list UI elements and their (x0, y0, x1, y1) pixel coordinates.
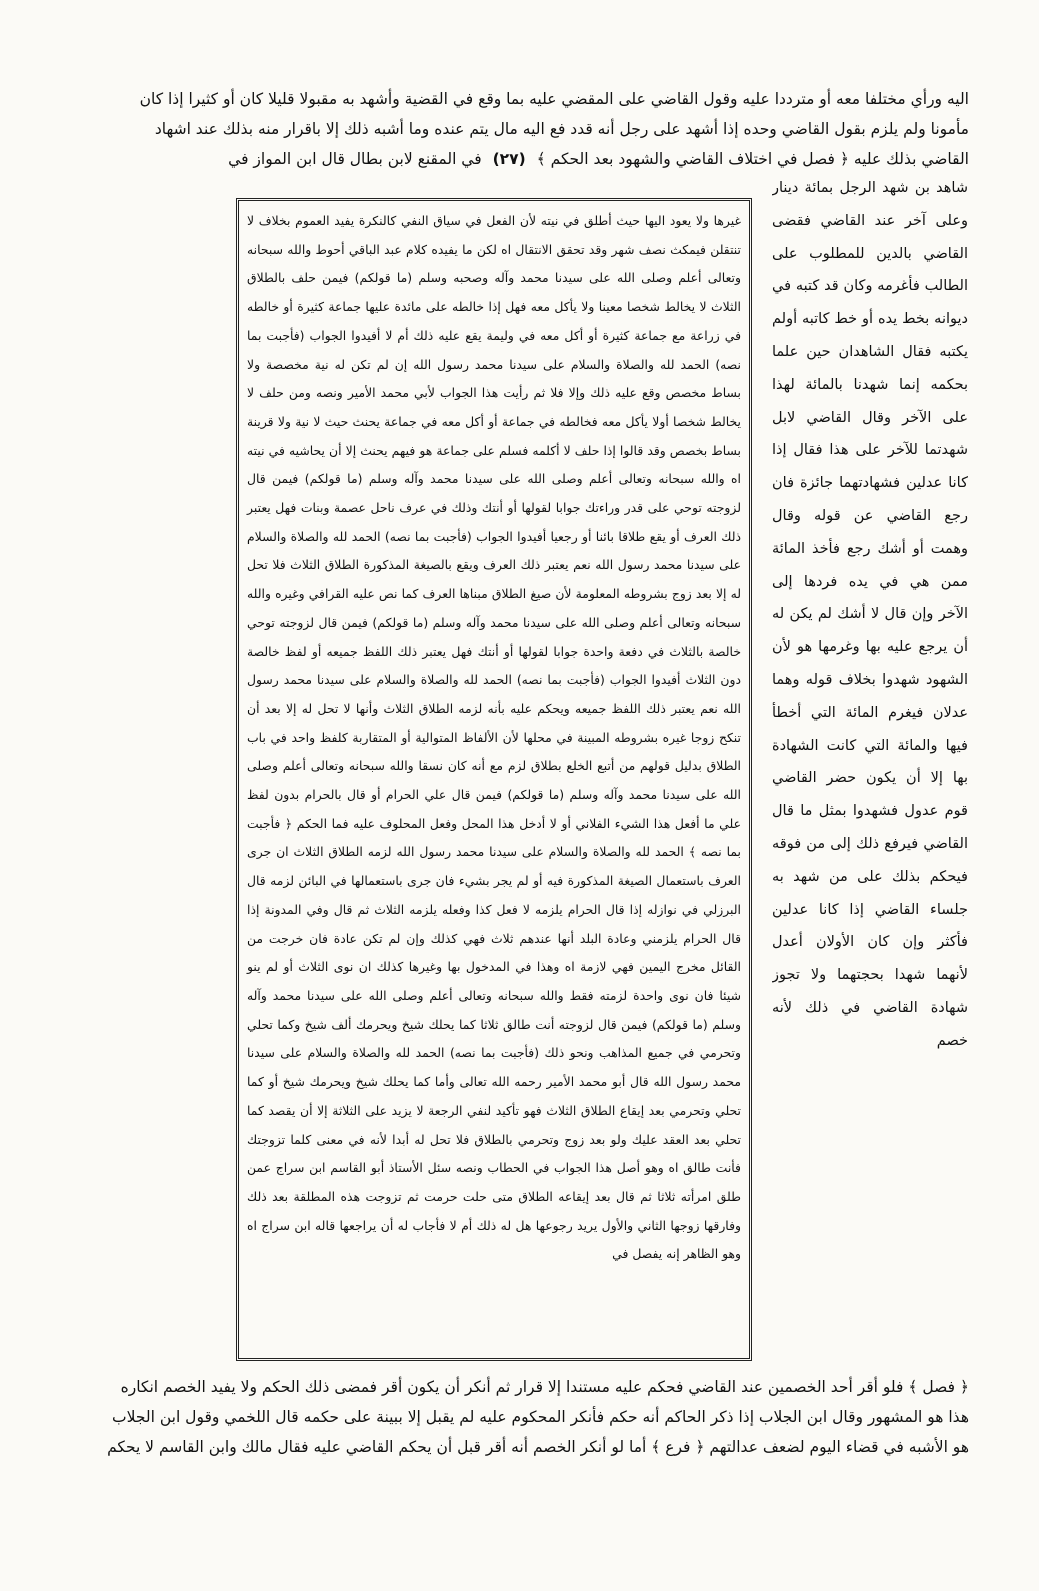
header-line-3-end: في المقنع لابن بطال قال ابن المواز في (228, 150, 482, 168)
header-line-3 (34, 144, 969, 174)
footer-line-3: هو الأشبه في قضاء اليوم لضعف عدالتهم ﴿ فرع ﴾ أما لو أنكر الخصم أنه أقر قبل أن يحكم القاضي عليه فقال مالك وابن القاسم لا يحكم (107, 1438, 969, 1456)
section-title: ﴿ فصل في اختلاف القاضي والشهود بعد الحكم ﴾ (536, 150, 849, 168)
header-text (34, 84, 969, 174)
framed-text-box: غيرها ولا يعود اليها حيث أطلق في نيته لأن الفعل في سياق النفي كالنكرة يفيد العموم بخلاف لا تنتقلن فيمكث نصف شهر وقد تحقق الانتقال اه لكن ما يفيده كلام عبد الباقي أحوط والله سبحانه وتعالى أعلم وصلى الله على سيدنا محمد وآله وصحبه وسلم (ما قولكم) فيمن حلف بالطلاق الثلاث لا يخالط شخصا معينا ولا يأكل معه فهل إذا خالطه على مائدة عليها جماعة كثيرة أو خالطه في زراعة مع جماعة كثيرة أو أكل معه في وليمة يقع عليه ذلك أم لا أفيدوا الجواب (فأجبت بما نصه) الحمد لله والصلاة والسلام على سيدنا محمد رسول الله إن لم تكن له نية مخصصة ولا بساط مخصص وقع عليه ذلك وإلا فلا ثم رأيت هذا الجواب لأبي محمد الأمير ونصه ومن حلف لا يخالط شخصا أولا يأكل معه فخالطه في جماعة أو أكل معه في جماعة يحنث حيث لا نية ولا قرينة بساط بخصص وقد قالوا إذا حلف لا أكلمه فسلم على جماعة هو فيهم يحنث إلا أن يحاشيه في نيته اه والله سبحانه وتعالى أعلم وصلى الله على سيدنا محمد وآله وسلم (ما قولكم) فيمن قال لزوجته توحي على قدر وراءتك جوابا لقولها أو أنتك وذلك في عرف ناحل عصمة وبنات فهل يعتبر ذلك العرف أو يقع طلاقا بائنا أو رجعيا أفيدوا الجواب (فأجبت بما نصه) الحمد لله والصلاة والسلام على سيدنا محمد رسول الله نعم يعتبر ذلك العرف ويقع بالصيغة المذكورة الطلاق الثلاث فلا تحل له إلا بعد زوج بشروطه المعلومة لأن صيغ الطلاق مبناها العرف كما نص عليه القرافي وغيره والله سبحانه وتعالى أعلم وصلى الله على سيدنا محمد وآله وسلم (ما قولكم) فيمن قال لزوجته توحي خالصة بالثلاث في دفعة واحدة جوابا لقولها أو أنتك فهل يعتبر ذلك اللفظ جميعه أو لفظ خالصة دون الثلاث أفيدوا الجواب (فأجبت بما نصه) الحمد لله والصلاة والسلام على سيدنا محمد رسول الله نعم يعتبر ذلك اللفظ جميعه ويحكم عليه بأنه لزمه الطلاق الثلاث وأنها لا تحل له إلا بعد أن تنكح زوجا غيره بشروطه المبينة في محلها لأن الألفاظ المتوالية أو المتقاربة كلفظ واحد في باب الطلاق بدليل قولهم من أتبع الخلع بطلاق لزم مع أنه كان نسقا والله سبحانه وتعالى أعلم وصلى الله على سيدنا محمد وآله وسلم (ما قولكم) فيمن قال علي الحرام أو قال بالحرام بدون لفظ علي ما أفعل هذا الشيء الفلاني أو لا أدخل هذا المحل وفعل المحلوف عليه فما الحكم ﴿ فأجبت بما نصه ﴾ الحمد لله والصلاة والسلام على سيدنا محمد رسول الله لزمه الطلاق الثلاث ان جرى العرف باستعمال الصيغة المذكورة فيه أو لم يجر بشيء فان جرى باستعمالها في البائن لزمه قال البرزلي في نوازله إذا قال الحرام يلزمه لا فعل كذا وفعله يلزمه الثلاث ثم قال وفي المدونة إذا قال الحرام يلزمني وعادة البلد أنها عندهم ثلاث فهي كذلك وإن لم تكن عادة فان خرجت من القائل مخرج اليمين فهي لازمة اه وهذا في المدخول بها وغيرها كذلك ان نوى الثلاث أو لم ينو شيئا فان نوى واحدة لزمته فقط والله سبحانه وتعالى أعلم وصلى الله على سيدنا محمد وآله وسلم (ما قولكم) فيمن قال لزوجته أنت طالق ثلاثا كما يحلك شيخ ويحرمك ألف شيخ وكما تحلي وتحرمي في جميع المذاهب ونحو ذلك (فأجبت بما نصه) الحمد لله والصلاة والسلام على سيدنا محمد رسول الله قال أبو محمد الأمير رحمه الله تعالى وأما كما يحلك شيخ ويحرمك شيخ أو كما تحلي وتحرمي بعد إيقاع الطلاق الثلاث فهو تأكيد لنفي الرجعة لا يزيد على الثلاثة إلا أن يقصد كما تحلي بعد العقد عليك ولو بعد زوج وتحرمي بالطلاق فلا تحل له أبدا لأنه في معنى كلما تزوجتك فأنت طالق اه وهو أصل هذا الجواب في الحطاب ونصه سئل الأستاذ أبو القاسم ابن سراج عمن طلق امرأته ثلاثا ثم قال بعد إيقاعه الطلاق متى حلت حرمت ثم تزوجت هذه المطلقة بعد ذلك وفارقها زوجها الثاني والأول يريد رجوعها هل له ذلك أم لا فأجاب له أن يراجعها قاله ابن سراج اه وهو الظاهر إنه يفصل في (236, 198, 752, 1361)
footer-line-1: ﴿ فصل ﴾ فلو أقر أحد الخصمين عند القاضي فحكم عليه مستندا إلا قرار ثم أنكر أن يكون أقر فمضى ذلك الحكم ولا يفيد الخصم انكاره (120, 1378, 969, 1396)
side-column: شاهد بن شهد الرجل بمائة دينار وعلى آخر عند القاضي فقضى القاضي بالدين للمطلوب على الطالب فأغرمه وكان قد كتبه في ديوانه بخط يده أو خط كاتبه أولم يكتبه فقال الشاهدان حين علما بحكمه إنما شهدنا بالمائة لهذا على الآخر وقال القاضي لابل شهدتما للآخر على هذا فقال إذا كانا عدلين فشهادتهما جائزة فان رجع القاضي عن قوله وقال وهمت أو أشك رجع فأخذ المائة ممن هي في يده فردها إلى الآخر وإن قال لا أشك لم يكن له أن يرجع عليه بها وغرمها هو لأن الشهود شهدوا بخلاف قوله وهما عدلان فيغرم المائة التي أخطأ فيها والمائة التي كانت الشهادة بها إلا أن يكون حضر القاضي قوم عدول فشهدوا بمثل ما قال القاضي فيرفع ذلك إلى من فوقه فيحكم بذلك على من شهد به جلساء القاضي إذا كانا عدلين فأكثر وإن كان الأولان أعدل لأنهما شهدا بحجتهما ولا تجوز شهادة القاضي في ذلك لأنه خصم (772, 180, 968, 1049)
header-line-3-start: القاضي بذلك عليه (853, 150, 969, 168)
header-line-1: اليه ورأي مختلفا معه أو مترددا عليه وقول القاضي على المقضي عليه بما وقع في القضية وأشهد به مقبولا قليلا كان أو كثيرا إذا كان (139, 90, 969, 108)
page-number: (٢٧) (492, 150, 526, 168)
footer-text (34, 1372, 969, 1462)
footer-line-2: هذا هو المشهور وقال ابن الجلاب إذا ذكر الحاكم أنه حكم فأنكر المحكوم عليه لم يقبل إلا ببينة على حكمه قال اللخمي وقول ابن الجلاب (112, 1408, 969, 1426)
header-line-2: مأمونا ولم يلزم بقول القاضي وحده إذا أشهد على رجل أنه قدد فع اليه مال يتم عنده وما أشبه ذلك إلا باقرار منه بذلك عند اشهاد (154, 120, 969, 138)
